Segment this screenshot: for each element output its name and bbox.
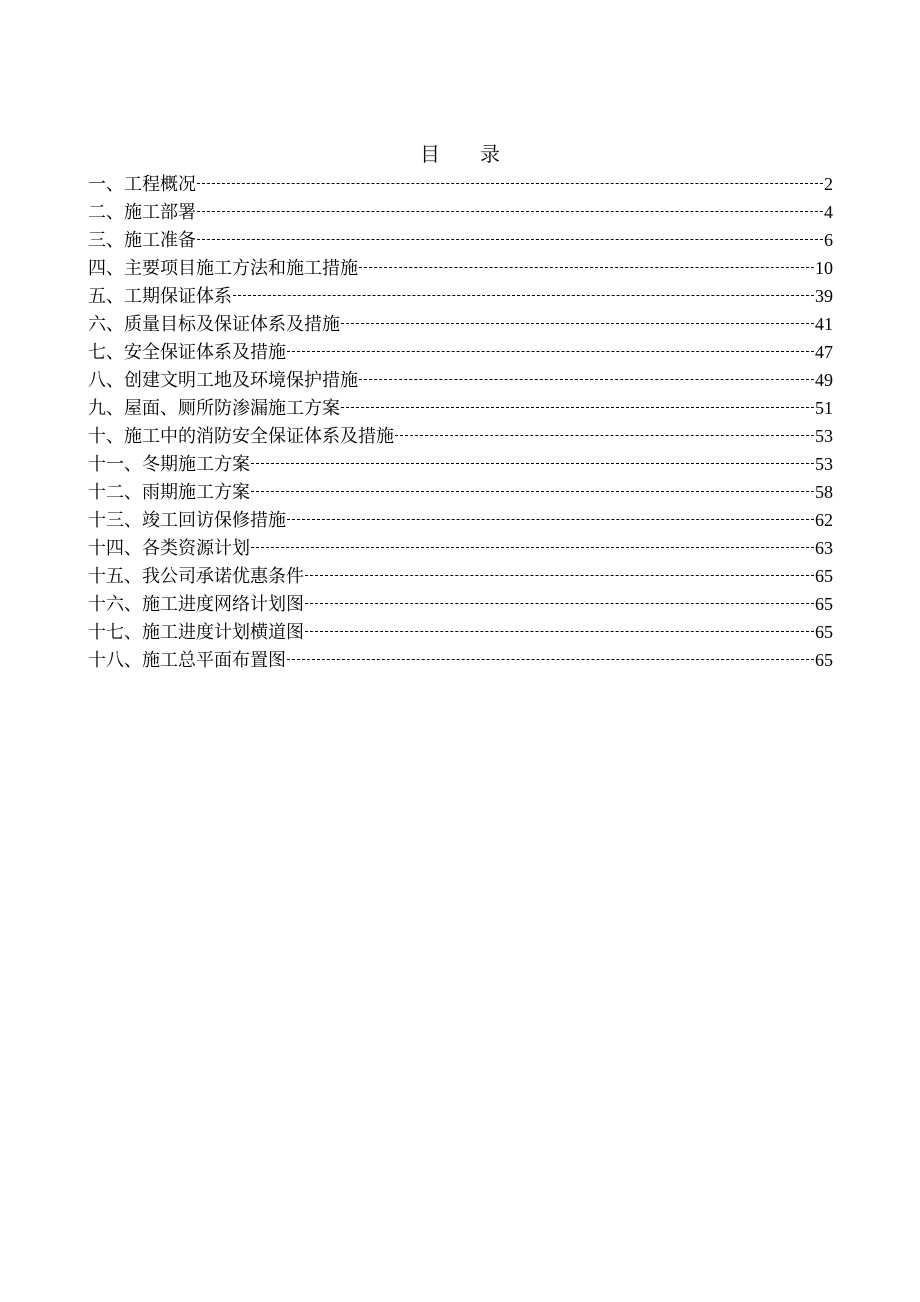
toc-entry-label: 十、施工中的消防安全保证体系及措施 [88,426,394,447]
toc-leader [251,463,814,464]
toc-leader [197,239,823,240]
toc-leader [287,519,814,520]
toc-entry-label: 三、施工准备 [88,230,196,251]
toc-entry-page: 53 [815,426,833,446]
toc-entry-page: 58 [815,482,833,502]
toc-list [88,170,833,674]
toc-leader [341,323,814,324]
toc-entry[interactable] [88,198,833,226]
toc-title [0,140,920,168]
toc-entry-page: 65 [815,622,833,642]
toc-entry[interactable] [88,534,833,562]
toc-entry-label: 四、主要项目施工方法和施工措施 [88,258,358,279]
toc-entry-label: 十四、各类资源计划 [88,538,250,559]
toc-entry[interactable] [88,478,833,506]
toc-entry-page: 2 [824,174,833,194]
toc-leader [395,435,814,436]
toc-entry[interactable] [88,506,833,534]
toc-entry[interactable] [88,590,833,618]
toc-leader [305,631,814,632]
toc-entry-label: 十七、施工进度计划横道图 [88,622,304,643]
toc-entry[interactable] [88,422,833,450]
toc-entry-page: 47 [815,342,833,362]
toc-title-char: 目 [420,142,440,166]
toc-leader [305,603,814,604]
toc-leader [233,295,814,296]
toc-leader [197,211,823,212]
toc-entry-page: 65 [815,566,833,586]
toc-entry[interactable] [88,646,833,674]
toc-entry[interactable] [88,366,833,394]
toc-entry-page: 10 [815,258,833,278]
toc-entry-page: 63 [815,538,833,558]
toc-leader [359,379,814,380]
toc-entry[interactable] [88,338,833,366]
toc-leader [251,547,814,548]
toc-entry-label: 十五、我公司承诺优惠条件 [88,566,304,587]
toc-entry[interactable] [88,282,833,310]
toc-title-char: 录 [480,142,500,166]
toc-entry-label: 十二、雨期施工方案 [88,482,250,503]
toc-entry[interactable] [88,450,833,478]
toc-entry-page: 53 [815,454,833,474]
toc-entry[interactable] [88,618,833,646]
toc-entry-label: 九、屋面、厕所防渗漏施工方案 [88,398,340,419]
toc-entry[interactable] [88,394,833,422]
toc-leader [341,407,814,408]
toc-entry-label: 八、创建文明工地及环境保护措施 [88,370,358,391]
toc-entry-page: 51 [815,398,833,418]
toc-entry-label: 十一、冬期施工方案 [88,454,250,475]
toc-entry[interactable] [88,226,833,254]
toc-entry[interactable] [88,562,833,590]
toc-entry-page: 65 [815,650,833,670]
toc-entry-label: 二、施工部署 [88,202,196,223]
toc-leader [305,575,814,576]
toc-entry-label: 六、质量目标及保证体系及措施 [88,314,340,335]
toc-entry-page: 4 [824,202,833,222]
toc-entry-page: 62 [815,510,833,530]
toc-leader [287,659,814,660]
toc-leader [251,491,814,492]
toc-entry-page: 6 [824,230,833,250]
toc-entry-label: 一、工程概况 [88,174,196,195]
toc-entry[interactable] [88,310,833,338]
toc-entry-label: 十八、施工总平面布置图 [88,650,286,671]
toc-entry-label: 十三、竣工回访保修措施 [88,510,286,531]
toc-entry-label: 五、工期保证体系 [88,286,232,307]
toc-entry[interactable] [88,254,833,282]
toc-leader [359,267,814,268]
toc-leader [197,183,823,184]
toc-entry-page: 65 [815,594,833,614]
toc-entry-label: 七、安全保证体系及措施 [88,342,286,363]
toc-leader [287,351,814,352]
toc-entry-page: 41 [815,314,833,334]
toc-entry-page: 49 [815,370,833,390]
toc-entry-label: 十六、施工进度网络计划图 [88,594,304,615]
toc-entry[interactable] [88,170,833,198]
toc-entry-page: 39 [815,286,833,306]
